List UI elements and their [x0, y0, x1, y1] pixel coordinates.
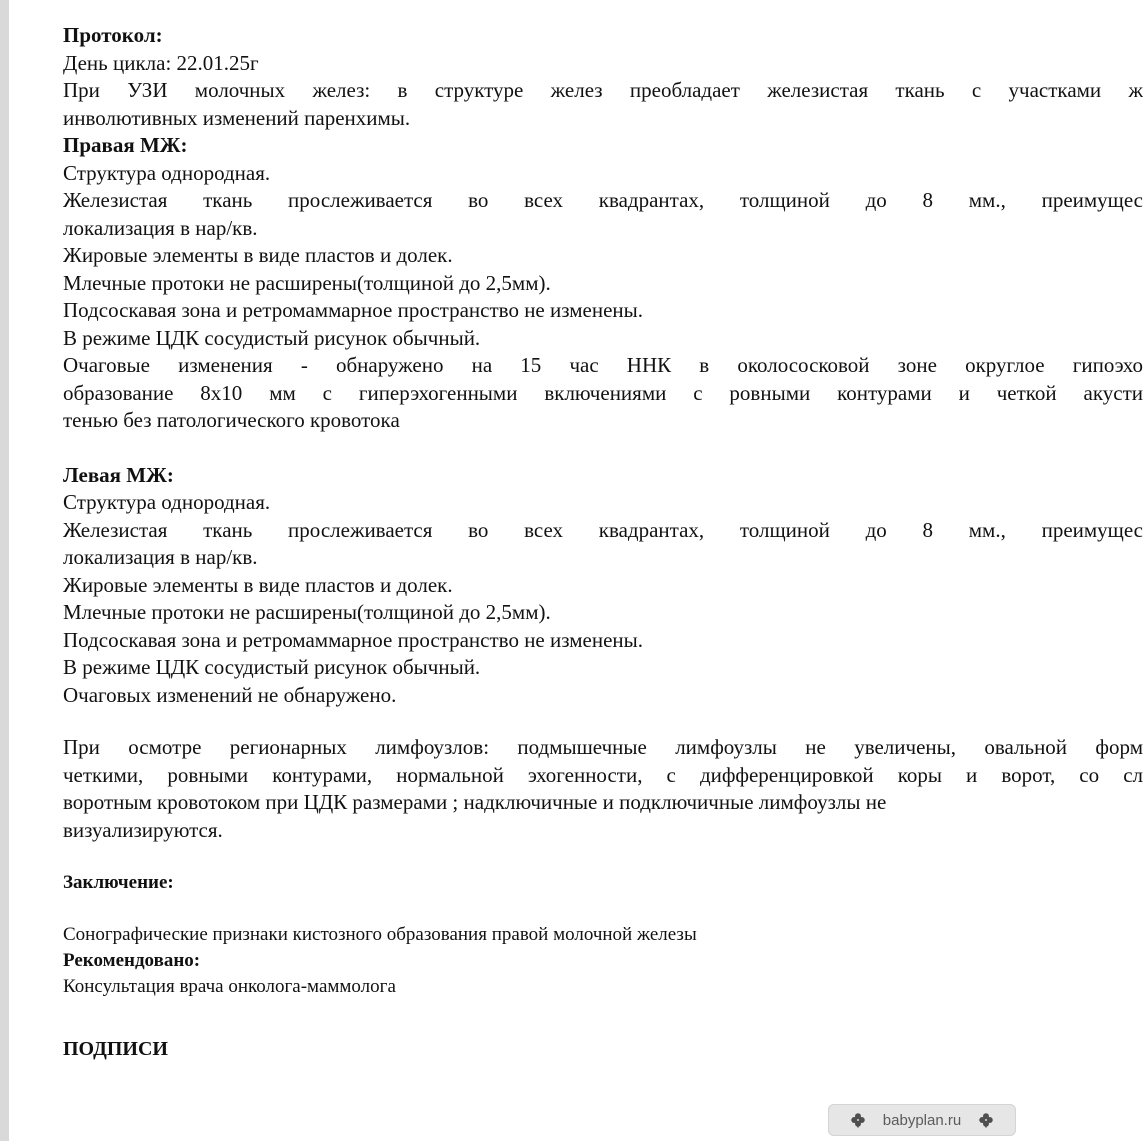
right-ducts: Млечные протоки не расширены(толщиной до 2,5мм).	[63, 270, 551, 295]
left-gland-line-1: Железистая ткань прослеживается во всех квадрантах, толщиной до 8 мм., преимущес	[63, 517, 1143, 542]
clover-icon	[977, 1111, 995, 1129]
left-cdk: В режиме ЦДК сосудистый рисунок обычный.	[63, 655, 481, 679]
left-focal: Очаговых изменений не обнаружено.	[63, 682, 397, 707]
right-focal-line-2: образование 8х10 мм с гиперэхогенными включениями с ровными контурами и четкой акусти	[63, 380, 1143, 405]
watermark-text: babyplan.ru	[882, 1111, 962, 1129]
right-gland-line-1: Железистая ткань прослеживается во всех квадрантах, толщиной до 8 мм., преимущес	[63, 188, 1143, 212]
recommended-title: Рекомендовано:	[63, 950, 201, 971]
left-structure: Структура однородная.	[63, 490, 271, 514]
conclusion-title: Заключение:	[63, 872, 174, 893]
left-fat: Жировые элементы в виде пластов и долек.	[63, 572, 453, 597]
signatures-title: ПОДПИСИ	[63, 1038, 168, 1060]
recommended-text: Консультация врача онколога-маммолога	[63, 976, 396, 997]
right-breast-title: Правая МЖ:	[63, 133, 188, 157]
right-focal-line-3: тенью без патологического кровотока	[63, 408, 400, 432]
left-breast-title: Левая МЖ:	[63, 462, 174, 487]
left-zone: Подсоскавая зона и ретромаммарное пространство не изменены.	[63, 627, 644, 652]
clover-icon	[849, 1111, 867, 1129]
right-focal-line-1: Очаговые изменения - обнаружено на 15 час ННК в околососковой зоне округлое гипоэхо	[63, 353, 1143, 377]
lymph-line-2: четкими, ровными контурами, нормальной эхогенности, с дифференцировкой коры и ворот, со сл	[63, 762, 1143, 787]
left-margin-strip	[0, 0, 9, 1141]
intro-line-1: При УЗИ молочных желез: в структуре желез преобладает железистая ткань с участками ж	[63, 78, 1143, 102]
lymph-line-1: При осмотре регионарных лимфоузлов: подмышечные лимфоузлы не увеличены, овальной форм	[63, 735, 1143, 759]
ultrasound-protocol-document	[63, 22, 1143, 1064]
right-cdk: В режиме ЦДК сосудистый рисунок обычный.	[63, 325, 481, 350]
watermark	[828, 1104, 1016, 1136]
right-fat: Жировые элементы в виде пластов и долек.	[63, 243, 453, 267]
intro-line-2: инволютивных изменений паренхимы.	[63, 105, 411, 130]
right-zone: Подсоскавая зона и ретромаммарное пространство не изменены.	[63, 298, 644, 322]
right-gland-line-2: локализация в нар/кв.	[63, 215, 258, 240]
right-structure: Структура однородная.	[63, 160, 271, 185]
conclusion-text: Сонографические признаки кистозного образования правой молочной железы	[63, 924, 697, 945]
protocol-title: Протокол:	[63, 23, 163, 47]
lymph-line-3: воротным кровотоком при ЦДК размерами ; надключичные и подключичные лимфоузлы не	[63, 790, 887, 814]
cycle-day: День цикла: 22.01.25г	[63, 50, 259, 75]
lymph-line-4: визуализируются.	[63, 817, 223, 842]
left-ducts: Млечные протоки не расширены(толщиной до 2,5мм).	[63, 600, 551, 624]
left-gland-line-2: локализация в нар/кв.	[63, 545, 258, 569]
